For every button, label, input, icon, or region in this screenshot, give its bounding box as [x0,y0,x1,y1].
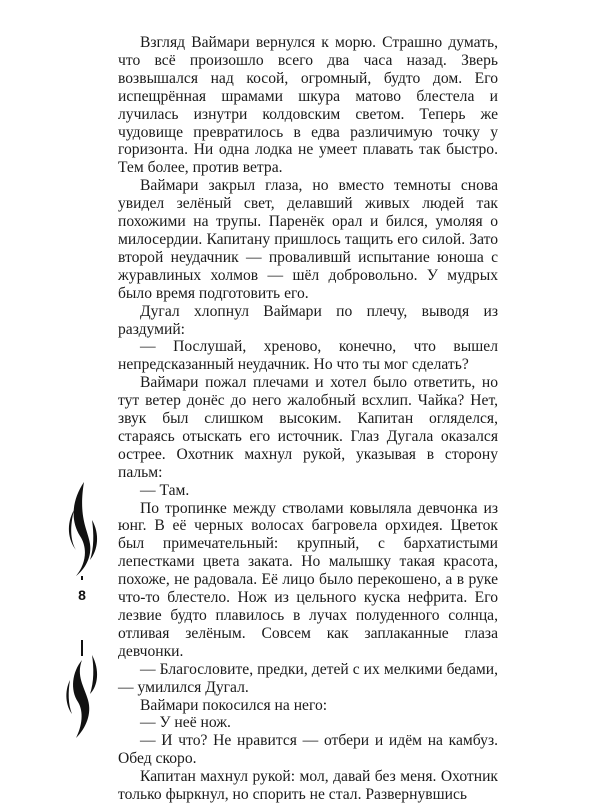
paragraph: Ваймари закрыл глаза, но вместо темноты снова увидел зелёный свет, делавший живых людей так похожими на трупы. Паренёк орал и бился, умоляя о милосердии. Капитану пришлось тащить его силой. Зато второй неудачник — провалившй испытание юноша с журавлиных холмов — шёл добровольно. У мудрых было время подготовить его. [118,177,498,302]
tribal-ornament-icon [62,480,102,740]
paragraph: Ваймари пожал плечами и хотел было ответить, но тут ветер донёс до него жалобный всхлип. Чайка? Нет, звук был слишком высоким. Капитан огляделся, стараясь отыскать его источник. Глаз Дугала оказался острее. Охотник махнул рукой, указывая в сторону пальм: [118,374,498,481]
paragraph: Взгляд Ваймари вернулся к морю. Страшно думать, что всё произошло всего два часа назад. Зверь возвышался над косой, огромный, будто дом. Его испещрённая шрамами шкура матово блестела и лучилась изнутри колдовским светом. Теперь же чудовище превратилось в едва различимую точку у горизонта. Ни одна лодка не умеет плавать так быстро. Тем более, против ветра. [118,34,498,177]
paragraph: — Благословите, предки, детей с их мелкими бедами, — умилился Дугал. [118,660,498,696]
paragraph: Ваймари покосился на него: [140,696,328,714]
paragraph: — И что? Не нравится — отбери и идём на камбуз. Обед скоро. [118,732,498,768]
paragraph: — Там. [140,481,190,499]
paragraph: Капитан махнул рукой: мол, давай без меня. Охотник только фыркнул, но спорить не стал. Развернувшись [118,768,498,804]
paragraph: — Послушай, хреново, конечно, что вышел непредсказанный неудачник. Но что ты мог сделать? [118,338,498,374]
paragraph: — У неё нож. [140,714,231,732]
page-number: 8 [66,586,98,604]
paragraph: Дугал хлопнул Ваймари по плечу, выводя из раздумий: [118,302,498,338]
page-body [118,34,498,804]
paragraph: По тропинке между стволами ковыляла девчонка из юнг. В её черных волосах багровела орхидея. Цветок был примечательный: крупный, с бархатистыми лепестками цвета заката. Но малышку такая красота, похоже, не радовала. Её лицо было перекошено, а в руке что-то блестело. Нож из цельного куска нефрита. Его лезвие будто плавилось в лучах полуденного солнца, отливая зелёным. Совсем как заплаканные глаза девчонки. [118,499,498,660]
